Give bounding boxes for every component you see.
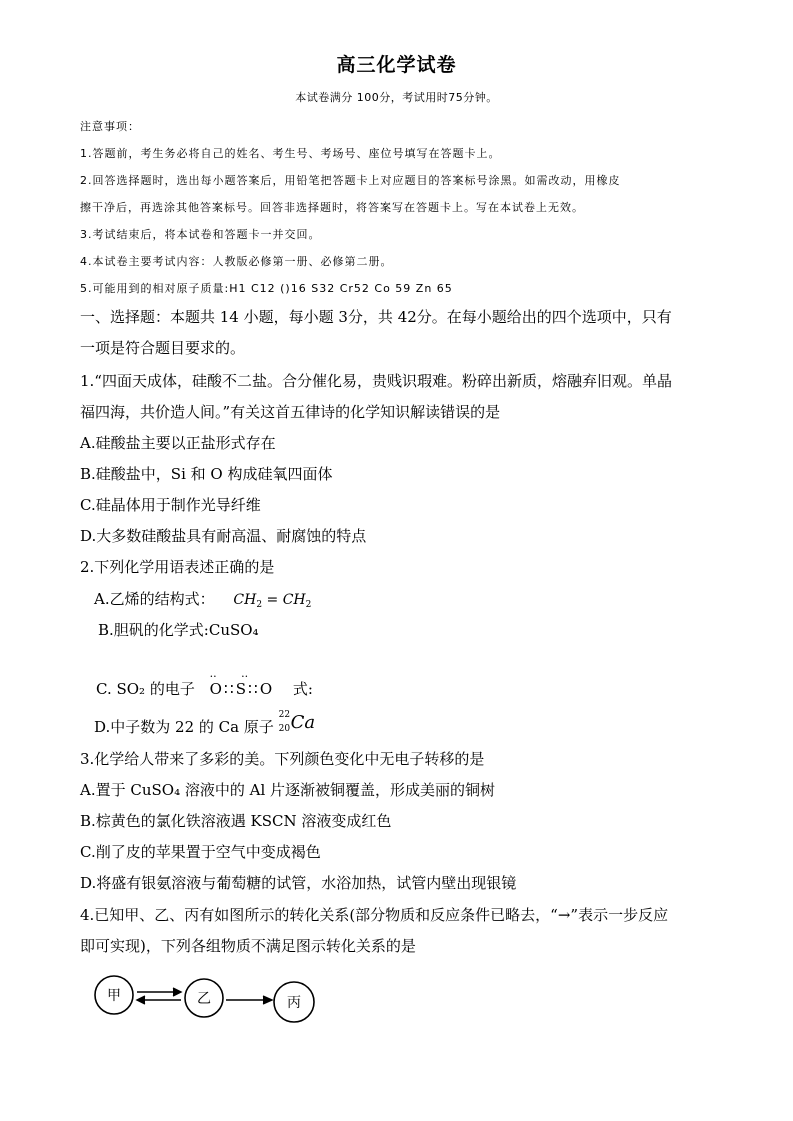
note-1: 1.答题前，考生务必将自己的姓名、考生号、考场号、座位号填写在答题卡上。 — [80, 147, 501, 160]
arrow-a-to-b — [137, 988, 181, 996]
exam-info: 本试卷满分 100分，考试用时75分钟。 — [295, 91, 498, 104]
note-5: 5.可能用到的相对原子质量:H1 C12 ()16 S32 Cr52 Co 59 Zn 65 — [80, 282, 453, 295]
q2-option-a-label: A.乙烯的结构式： — [94, 590, 215, 608]
q3-option-c: C.削了皮的苹果置于空气中变成褐色 — [80, 843, 321, 861]
section-heading-line1: 一、选择题：本题共 14 小题，每小题 3分，共 42分。在每小题给出的四个选项中，只有 — [80, 308, 672, 326]
conversion-diagram — [85, 972, 325, 1032]
q1-stem-line2: 福四海，共价造人间。”有关这首五律诗的化学知识解读错误的是 — [80, 403, 501, 421]
notes-heading: 注意事项： — [80, 120, 140, 133]
ethylene-formula: $CH_2 = CH_2$ — [233, 592, 312, 610]
node-b-label: 乙 — [197, 991, 211, 1007]
note-2-line2: 擦干净后，再选涂其他答案标号。回答非选择题时，将答案写在答题卡上。写在本试卷上无效。 — [80, 201, 584, 214]
q4-stem-line2: 即可实现)，下列各组物质不满足图示转化关系的是 — [80, 937, 416, 955]
q1-stem-line1: 1.“四面天成体，硅酸不二盐。合分催化易，贵贱识瑕难。粉碎出新质，熔融弃旧观。单晶 — [80, 372, 672, 390]
q1-option-a: A.硅酸盐主要以正盐形式存在 — [80, 434, 276, 452]
section-heading-line2: 一项是符合题目要求的。 — [80, 339, 246, 357]
node-c-label: 丙 — [287, 995, 301, 1011]
q3-option-d: D.将盛有银氨溶液与葡萄糖的试管，水浴加热，试管内壁出现银镜 — [80, 874, 517, 892]
q1-option-d: D.大多数硅酸盐具有耐高温、耐腐蚀的特点 — [80, 527, 367, 545]
electron-dots-top: ·· ·· — [209, 670, 249, 683]
q2-option-a — [94, 588, 311, 610]
q3-option-a: A.置于 CuSO₄ 溶液中的 Al 片逐渐被铜覆盖，形成美丽的铜树 — [80, 781, 496, 799]
q2-option-d — [94, 710, 316, 737]
page-title: 高三化学试卷 — [336, 54, 457, 76]
node-a-label: 甲 — [107, 988, 121, 1004]
q2-stem: 2.下列化学用语表述正确的是 — [80, 558, 275, 576]
so2-electron-formula: ·· ·· O∶∶S∶∶O — [209, 670, 275, 698]
ca-isotope-notation: 22 20 Ca — [278, 710, 316, 734]
q1-option-c: C.硅晶体用于制作光导纤维 — [80, 496, 261, 514]
note-4: 4.本试卷主要考试内容：人教版必修第一册、必修第二册。 — [80, 255, 393, 268]
q1-option-b: B.硅酸盐中，Si 和 O 构成硅氧四面体 — [80, 465, 333, 483]
q2-option-d-prefix: D.中子数为 22 的 Ca 原子 — [94, 718, 274, 736]
arrow-b-to-c — [226, 996, 272, 1004]
q3-option-b: B.棕黄色的氯化铁溶液遇 KSCN 溶液变成红色 — [80, 812, 392, 830]
note-3: 3.考试结束后，将本试卷和答题卡一并交回。 — [80, 228, 321, 241]
q2-option-c-suffix: 式: — [292, 680, 313, 698]
note-2-line1: 2.回答选择题时，选出每小题答案后，用铅笔把答题卡上对应题目的答案标号涂黑。如需改动，用橡皮 — [80, 174, 621, 187]
q2-option-c — [96, 670, 313, 699]
q2-option-c-prefix: C. SO₂ 的电子 — [96, 680, 195, 698]
arrow-b-to-a — [137, 996, 181, 1004]
q2-option-b: B.胆矾的化学式:CuSO₄ — [98, 621, 259, 639]
q3-stem: 3.化学给人带来了多彩的美。下列颜色变化中无电子转移的是 — [80, 750, 485, 768]
q4-stem-line1: 4.已知甲、乙、丙有如图所示的转化关系(部分物质和反应条件已略去，“→”表示一步反应 — [80, 906, 669, 924]
